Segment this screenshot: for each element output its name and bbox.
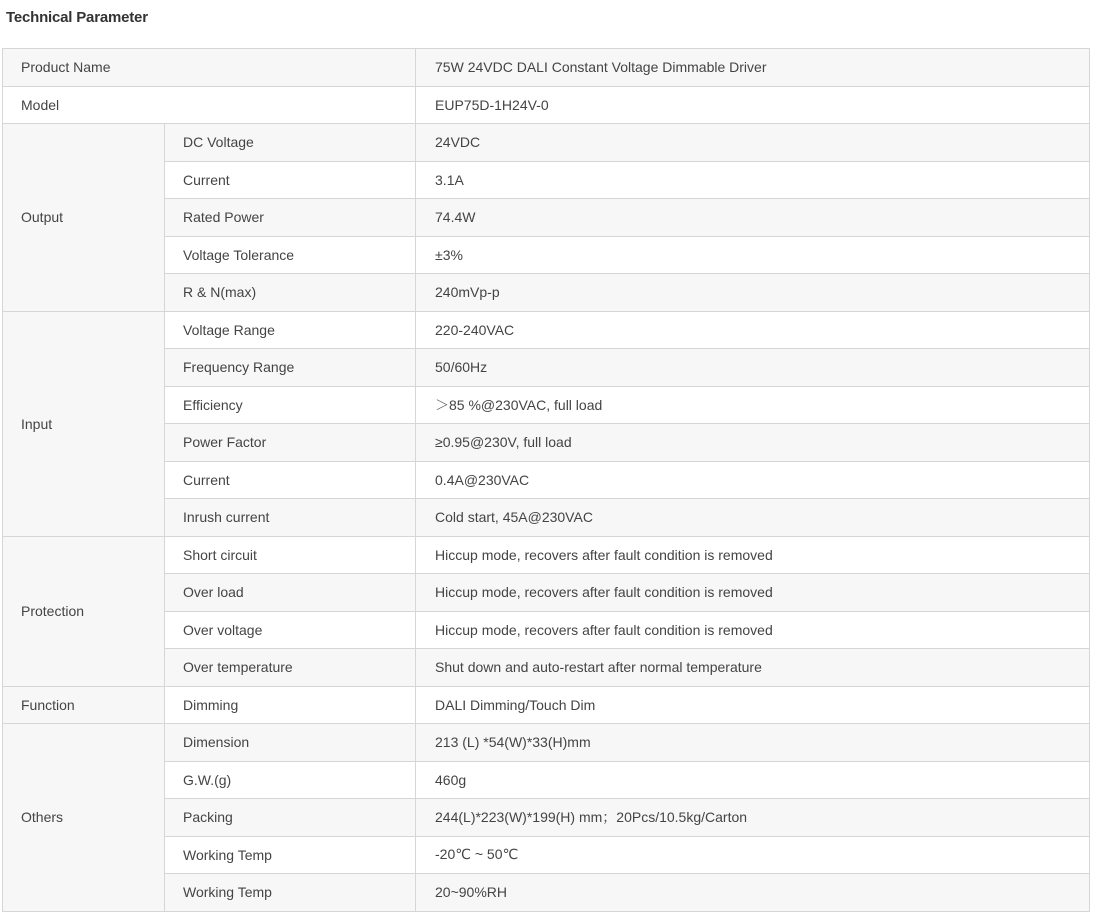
param-label: Over voltage [165, 611, 416, 649]
table-row [3, 799, 1090, 837]
table-row [3, 86, 1090, 124]
param-value: Hiccup mode, recovers after fault condition is removed [416, 536, 1090, 574]
table-row [3, 274, 1090, 312]
param-value: 20~90%RH [416, 874, 1090, 912]
table-row [3, 536, 1090, 574]
param-label: Over load [165, 574, 416, 612]
row-label-model: Model [3, 86, 416, 124]
table-row [3, 386, 1090, 424]
group-label-protection: Protection [3, 536, 165, 686]
param-label: Working Temp [165, 836, 416, 874]
table-row [3, 574, 1090, 612]
param-label: Frequency Range [165, 349, 416, 387]
group-label-function: Function [3, 686, 165, 724]
param-label: Voltage Tolerance [165, 236, 416, 274]
param-value: Hiccup mode, recovers after fault condition is removed [416, 574, 1090, 612]
table-row [3, 424, 1090, 462]
param-label: Inrush current [165, 499, 416, 537]
group-label-others: Others [3, 724, 165, 912]
param-label: Efficiency [165, 386, 416, 424]
param-value: 24VDC [416, 124, 1090, 162]
param-label: Short circuit [165, 536, 416, 574]
table-row [3, 349, 1090, 387]
param-value: 244(L)*223(W)*199(H) mm；20Pcs/10.5kg/Carton [416, 799, 1090, 837]
param-label: Current [165, 461, 416, 499]
param-label: Voltage Range [165, 311, 416, 349]
param-value: Cold start, 45A@230VAC [416, 499, 1090, 537]
group-label-input: Input [3, 311, 165, 536]
table-row [3, 124, 1090, 162]
table-row [3, 461, 1090, 499]
table-row [3, 761, 1090, 799]
param-label: DC Voltage [165, 124, 416, 162]
param-label: R & N(max) [165, 274, 416, 312]
technical-parameter-table [2, 48, 1090, 912]
param-label: Dimension [165, 724, 416, 762]
table-row [3, 49, 1090, 87]
table-row [3, 836, 1090, 874]
table-row [3, 311, 1090, 349]
param-value: 460g [416, 761, 1090, 799]
page-title: Technical Parameter [6, 9, 148, 26]
param-value: Shut down and auto-restart after normal temperature [416, 649, 1090, 687]
param-value: 0.4A@230VAC [416, 461, 1090, 499]
param-value: DALI Dimming/Touch Dim [416, 686, 1090, 724]
param-value: 240mVp-p [416, 274, 1090, 312]
param-label: Rated Power [165, 199, 416, 237]
row-value-product-name: 75W 24VDC DALI Constant Voltage Dimmable Driver [416, 49, 1090, 87]
table-row [3, 649, 1090, 687]
param-label: Dimming [165, 686, 416, 724]
table-row [3, 611, 1090, 649]
param-label: Packing [165, 799, 416, 837]
param-value: ≥0.95@230V, full load [416, 424, 1090, 462]
table-row [3, 236, 1090, 274]
table-row [3, 874, 1090, 912]
table-row [3, 724, 1090, 762]
param-value: 74.4W [416, 199, 1090, 237]
param-label: Current [165, 161, 416, 199]
param-label: Power Factor [165, 424, 416, 462]
param-value: 50/60Hz [416, 349, 1090, 387]
param-value: 3.1A [416, 161, 1090, 199]
group-label-output: Output [3, 124, 165, 312]
param-label: Over temperature [165, 649, 416, 687]
row-label-product-name: Product Name [3, 49, 416, 87]
param-value: ＞85 %@230VAC, full load [416, 386, 1090, 424]
param-value: -20℃ ~ 50℃ [416, 836, 1090, 874]
table-row [3, 161, 1090, 199]
param-value: 220-240VAC [416, 311, 1090, 349]
table-row [3, 686, 1090, 724]
table-row [3, 199, 1090, 237]
param-value: ±3% [416, 236, 1090, 274]
param-value: Hiccup mode, recovers after fault condition is removed [416, 611, 1090, 649]
table-row [3, 499, 1090, 537]
param-value: 213 (L) *54(W)*33(H)mm [416, 724, 1090, 762]
param-label: Working Temp [165, 874, 416, 912]
param-label: G.W.(g) [165, 761, 416, 799]
row-value-model: EUP75D-1H24V-0 [416, 86, 1090, 124]
